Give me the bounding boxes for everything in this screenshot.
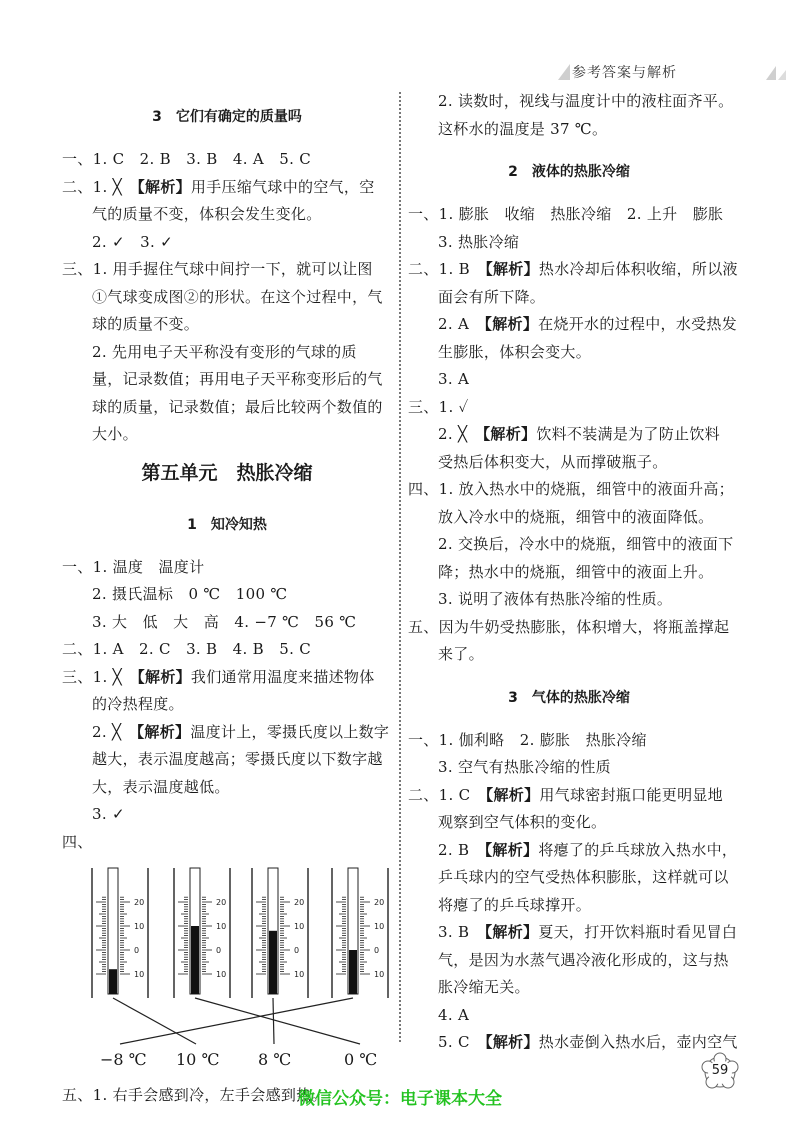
- answer-line: 二、1. B 【解析】热水冷却后体积收缩，所以液: [408, 260, 738, 278]
- answer-line: 球的质量，记录数值；最后比较两个数值的: [92, 397, 383, 416]
- analysis-tag: 【解析】: [484, 923, 539, 941]
- section-title: 2 液体的热胀冷缩: [508, 164, 630, 180]
- liquid-column: [269, 931, 277, 994]
- answer-line: 越大，表示温度越高；零摄氏度以下数字越: [92, 750, 383, 768]
- answer-line: 三、1. 用手握住气球中间拧一下，就可以让图: [62, 260, 373, 278]
- answer-line: 二、1. ╳ 【解析】用手压缩气球中的空气，空: [62, 177, 375, 196]
- analysis-tag: 【解析】: [137, 177, 191, 196]
- column-divider: [399, 92, 401, 1042]
- answer-line: 二、1. C 【解析】用气球密封瓶口能更明显地: [408, 785, 723, 804]
- scale-number: 10: [216, 970, 227, 979]
- answer-line: 胀冷缩无关。: [438, 978, 530, 996]
- answer-line: 来了。: [438, 645, 484, 663]
- matching-line: [195, 998, 360, 1044]
- answer-line: 2. ╳ 【解析】温度计上，零摄氏度以上数字: [92, 722, 390, 741]
- thermo-label: 0 ℃: [344, 1050, 378, 1069]
- answer-line: 三、1. ╳ 【解析】我们通常用温度来描述物体: [62, 667, 375, 686]
- answer-line: 3. A: [438, 370, 470, 388]
- answer-line: 四、: [62, 832, 93, 851]
- answer-line: 受热后体积变大，从而撑破瓶子。: [438, 452, 668, 471]
- answer-line: 3. 热胀冷缩: [438, 232, 520, 251]
- answer-line: 一、1. 膨胀 收缩 热胀冷缩 2. 上升 膨胀: [408, 205, 724, 223]
- answer-line: 球的质量不变。: [92, 315, 200, 333]
- answer-line: 大，表示温度越低。: [92, 777, 230, 796]
- answer-line: 3. ✓: [92, 805, 125, 823]
- thermo-label: −8 ℃: [100, 1050, 147, 1069]
- answer-line: 3. 说明了液体有热胀冷缩的性质。: [438, 590, 673, 608]
- liquid-column: [349, 950, 357, 994]
- scale-number: 0: [374, 946, 380, 955]
- answer-line: 一、1. C 2. B 3. B 4. A 5. C: [62, 150, 312, 168]
- answer-line: 3. B 【解析】夏天，打开饮料瓶时看见冒白: [438, 923, 738, 941]
- section-title: 1 知冷知热: [187, 516, 267, 533]
- answer-line: 2. 交换后，冷水中的烧瓶，细管中的液面下: [438, 535, 734, 553]
- right-column: [408, 88, 738, 1057]
- scale-number: 0: [216, 946, 222, 955]
- scale-number: 10: [374, 970, 385, 979]
- matching-line: [273, 998, 274, 1044]
- answer-line: 2. ✓ 3. ✓: [92, 232, 173, 251]
- answer-line: 二、1. A 2. C 3. B 4. B 5. C: [62, 640, 312, 658]
- answer-line: 2. ╳ 【解析】饮料不装满是为了防止饮料: [438, 425, 720, 443]
- answer-line: 生膨胀，体积会变大。: [438, 342, 592, 361]
- answer-line: 四、1. 放入热水中的烧瓶，细管中的液面升高；: [408, 480, 734, 498]
- footer-watermark: 微信公众号：电子课本大全: [298, 1089, 502, 1109]
- thermo-label: 10 ℃: [176, 1050, 220, 1069]
- analysis-tag: 【解析】: [137, 667, 191, 686]
- unit-title: 第五单元 热胀冷缩: [141, 461, 313, 484]
- answer-line: 三、1. ✓: [408, 397, 469, 416]
- page-header: [540, 58, 800, 84]
- answer-line: 量，记录数值；再用电子天平称变形后的气: [92, 370, 383, 388]
- scale-number: 0: [294, 946, 300, 955]
- scale-number: 20: [216, 898, 227, 907]
- analysis-tag: 【解析】: [485, 260, 539, 278]
- answer-line: 将瘪了的乒乓球撑开。: [438, 895, 592, 914]
- analysis-tag: 【解析】: [485, 1033, 539, 1051]
- section-title: 3 气体的热胀冷缩: [508, 689, 630, 706]
- liquid-column: [191, 926, 199, 994]
- analysis-tag: 【解析】: [136, 722, 191, 741]
- scale-number: 10: [134, 970, 145, 979]
- liquid-column: [109, 969, 117, 994]
- answer-line: 2. 摄氏温标 0 ℃ 100 ℃: [92, 585, 288, 603]
- scale-number: 20: [294, 898, 305, 907]
- answer-line: 面会有所下降。: [438, 287, 546, 306]
- scale-number: 10: [216, 922, 227, 931]
- answer-line: 5. C 【解析】热水壶倒入热水后，壶内空气: [438, 1033, 738, 1051]
- answer-line: 观察到空气体积的变化。: [438, 813, 607, 831]
- answer-line: 一、1. 温度 温度计: [62, 557, 205, 576]
- answer-line: ①气球变成图②的形状。在这个过程中，气: [92, 287, 383, 306]
- analysis-tag: 【解析】: [482, 425, 537, 443]
- scale-number: 20: [134, 898, 145, 907]
- header-title: 参考答案与解析: [572, 65, 677, 81]
- answer-line: 2. B 【解析】将瘪了的乒乓球放入热水中，: [438, 840, 738, 859]
- answer-line: 乒乓球内的空气受热体积膨胀，这样就可以: [438, 868, 729, 886]
- answer-line: 2. 先用电子天平称没有变形的气球的质: [92, 342, 357, 361]
- answer-line: 降；热水中的烧瓶，细管中的液面上升。: [438, 562, 714, 581]
- answer-line: 3. 大 低 大 高 4. −7 ℃ 56 ℃: [92, 612, 357, 631]
- answer-line: 五、1. 右手会感到冷，左手会感到热。: [62, 1086, 327, 1104]
- analysis-tag: 【解析】: [484, 840, 539, 859]
- scale-number: 10: [134, 922, 145, 931]
- answer-line: 大小。: [92, 425, 138, 443]
- answer-line: 放入冷水中的烧瓶，细管中的液面降低。: [438, 507, 714, 526]
- scale-number: 20: [374, 898, 385, 907]
- answer-line: 气的质量不变，体积会发生变化。: [92, 205, 322, 223]
- scale-number: 0: [134, 946, 140, 955]
- scale-number: 10: [374, 922, 385, 931]
- scale-number: 10: [294, 970, 305, 979]
- scale-number: 10: [294, 922, 305, 931]
- section-title: 3 它们有确定的质量吗: [152, 109, 302, 125]
- page-number: 59: [711, 1063, 729, 1078]
- left-column: [62, 88, 392, 1110]
- answer-line: 2. 读数时，视线与温度计中的液柱面齐平。: [438, 92, 734, 110]
- thermometer-figure: [62, 862, 392, 1082]
- answer-line: 五、因为牛奶受热膨胀，体积增大，将瓶盖撑起: [408, 617, 730, 636]
- answer-line: 3. 空气有热胀冷缩的性质: [438, 758, 611, 776]
- answer-line: 的冷热程度。: [92, 695, 184, 713]
- answer-line: 4. A: [438, 1005, 470, 1024]
- answer-line: 2. A 【解析】在烧开水的过程中，水受热发: [438, 315, 738, 333]
- answer-line: 一、1. 伽利略 2. 膨胀 热胀冷缩: [408, 730, 647, 749]
- thermometer-diagram: [62, 862, 392, 1052]
- analysis-tag: 【解析】: [484, 315, 539, 333]
- answer-line: 这杯水的温度是 37 ℃。: [438, 119, 608, 138]
- analysis-tag: 【解析】: [485, 785, 540, 804]
- answer-line: 气，是因为水蒸气遇冷液化形成的，这与热: [438, 950, 729, 969]
- thermo-label: 8 ℃: [258, 1050, 292, 1069]
